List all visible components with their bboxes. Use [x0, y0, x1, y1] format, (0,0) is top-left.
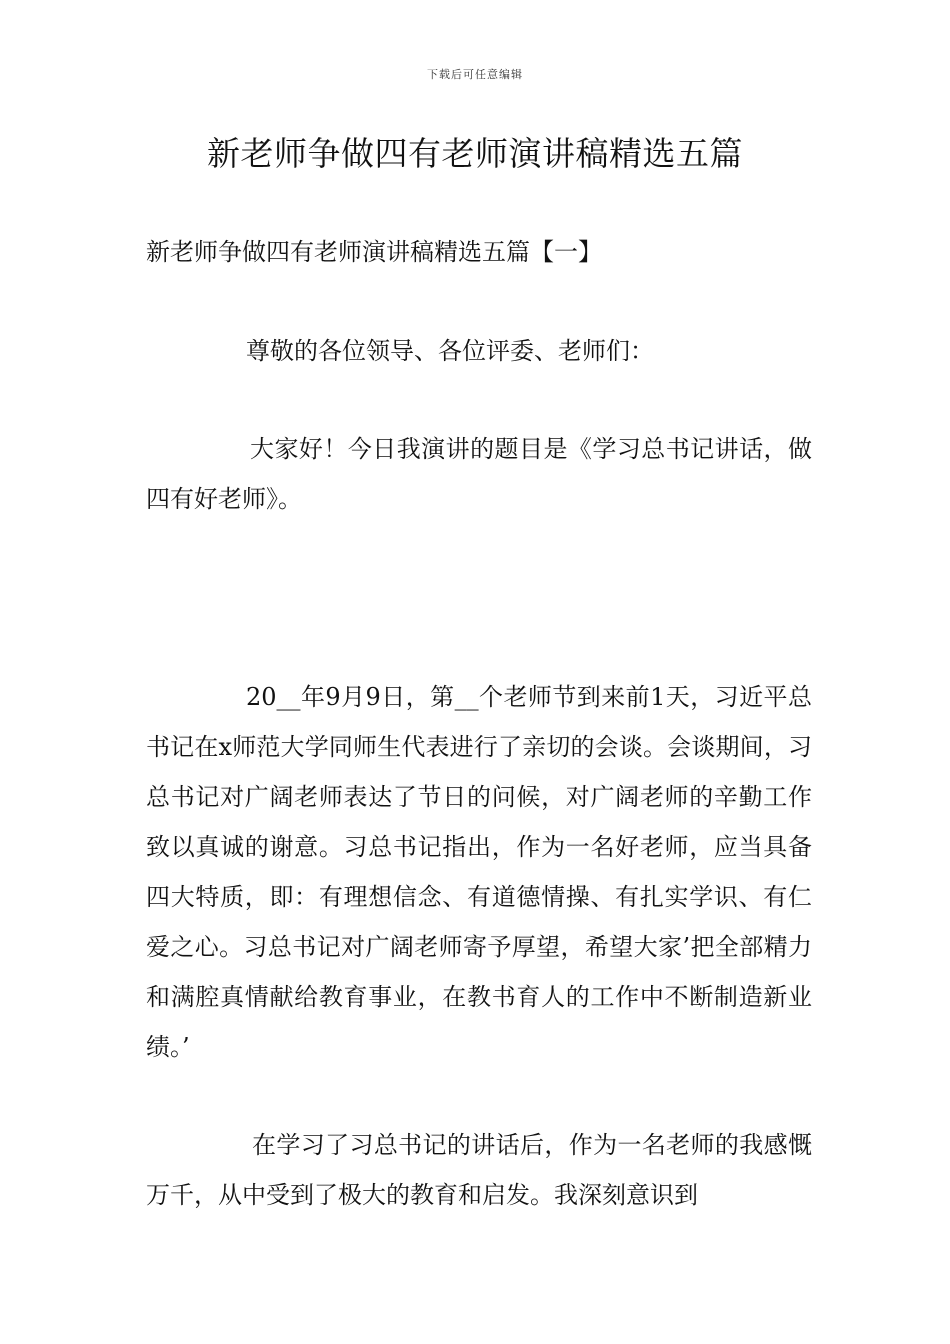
document-title: 新老师争做四有老师演讲稿精选五篇 [207, 134, 743, 173]
header-note: 下载后可任意编辑 [427, 68, 523, 81]
intro-paragraph: 大家好！今日我演讲的题目是《学习总书记讲话，做四有好老师》。 [146, 435, 812, 513]
main-paragraph: 20__年9月9日，第__个老师节到来前1天，习近平总书记在x师范大学同师生代表进行了亲切的会谈。会谈期间，习总书记对广阔老师表达了节日的问候，对广阔老师的辛勤工作致以真诚的谢意。习总书记指出，作为一名好老师，应当具备四大特质，即：有理想信念、有道德情操、有扎实学识、有仁爱之心。习总书记对广阔老师寄予厚望，希望大家’把全部精力和满腔真情献给教育事业，在教书育人的工作中不断制造新业绩。’ [146, 683, 812, 1061]
study-paragraph: 在学习了习总书记的讲话后，作为一名老师的我感慨万千，从中受到了极大的教育和启发。我深刻意识到 [146, 1131, 812, 1209]
greeting-paragraph: 尊敬的各位领导、各位评委、老师们： [246, 337, 654, 365]
section-title: 新老师争做四有老师演讲稿精选五篇【一】 [146, 238, 602, 266]
